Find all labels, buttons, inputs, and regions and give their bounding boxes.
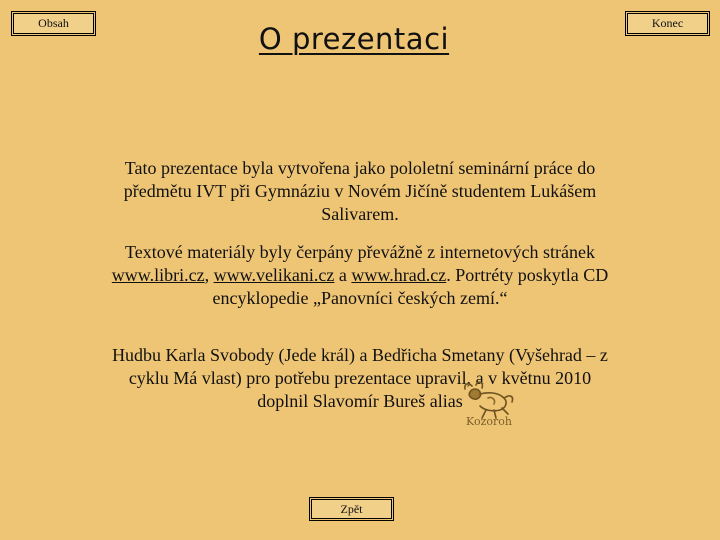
end-button-label: Konec bbox=[651, 16, 684, 30]
sources-line-1: Textové materiály byly čerpány převážně z internetových stránek bbox=[124, 242, 596, 262]
music-line-2: cyklu Má vlast) pro potřebu prezentace upravil, a v květnu 2010 bbox=[128, 368, 592, 388]
link-separator: , bbox=[204, 265, 214, 285]
link-hrad[interactable]: www.hrad.cz bbox=[351, 265, 447, 285]
music-line-3: doplnil Slavomír Bureš alias bbox=[257, 391, 463, 411]
contents-button-label: Obsah bbox=[38, 16, 69, 30]
intro-paragraph bbox=[40, 157, 680, 226]
intro-line-1: Tato prezentace byla vytvořena jako pololetní seminární práce do bbox=[124, 158, 596, 178]
music-line-1: Hudbu Karla Svobody (Jede král) a Bedřicha Smetany (Vyšehrad – z bbox=[112, 345, 608, 365]
back-button-label: Zpět bbox=[340, 501, 363, 516]
page-title: O prezentaci bbox=[258, 22, 450, 56]
logo-text: Kozoroh bbox=[466, 415, 512, 428]
sources-line-2-tail: . Portréty poskytla CD bbox=[446, 265, 609, 285]
back-button[interactable] bbox=[309, 497, 394, 521]
link-libri[interactable]: www.libri.cz bbox=[111, 265, 205, 285]
sources-paragraph bbox=[40, 241, 680, 310]
intro-line-3: Salivarem. bbox=[321, 204, 399, 224]
link-velikani[interactable]: www.velikani.cz bbox=[213, 265, 335, 285]
link-separator: a bbox=[334, 265, 352, 285]
sources-line-3: encyklopedie „Panovníci českých zemí.“ bbox=[212, 288, 508, 308]
music-paragraph bbox=[40, 344, 680, 413]
intro-line-2: předmětu IVT při Gymnáziu v Novém Jičíně studentem Lukášem bbox=[123, 181, 597, 201]
capricorn-logo-icon bbox=[458, 380, 520, 428]
